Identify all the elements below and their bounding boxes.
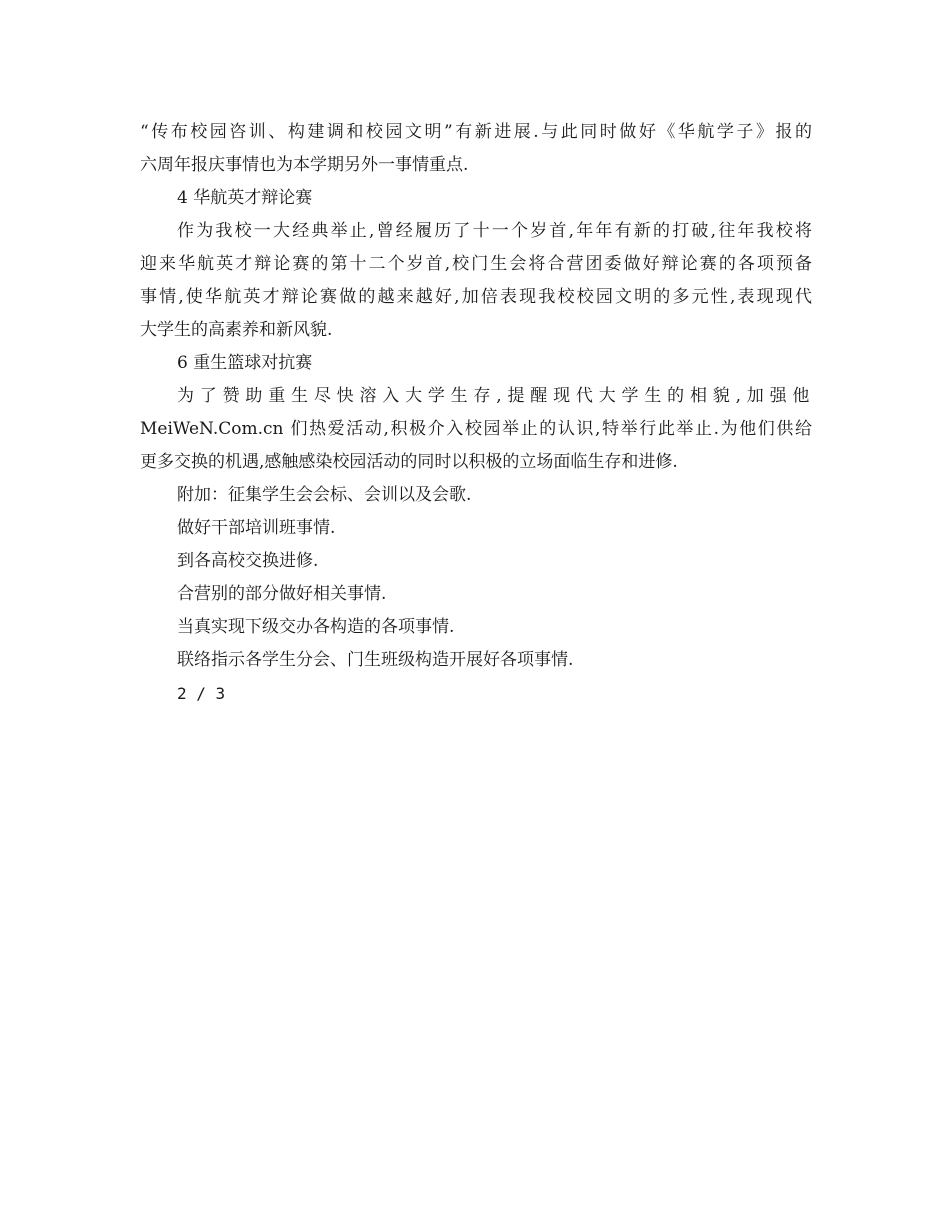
paragraph-line: 作为我校一大经典举止,曾经履历了十一个岁首,年年有新的打破,往年我校将 — [177, 221, 812, 241]
appendix-item: 附加：征集学生会会标、会训以及会歌. — [177, 485, 472, 505]
paragraph-line: “传布校园咨训、构建调和校园文明”有新进展.与此同时做好《华航学子》报的 — [140, 122, 812, 142]
appendix-item: 做好干部培训班事情. — [177, 518, 336, 538]
paragraph-line: 事情,使华航英才辩论赛做的越来越好,加倍表现我校校园文明的多元性,表现现代 — [140, 287, 812, 307]
appendix-item: 到各高校交换进修. — [177, 551, 319, 571]
paragraph-line: 迎来华航英才辩论赛的第十二个岁首,校门生会将合营团委做好辩论赛的各项预备 — [140, 254, 812, 274]
appendix-item: 当真实现下级交办各构造的各项事情. — [177, 617, 455, 637]
paragraph-line: MeiWeN.Com.cn 们热爱活动,积极介入校园举止的认识,特举行此举止.为他们供给 — [140, 419, 812, 439]
section-heading: 4 华航英才辩论赛 — [177, 188, 313, 208]
paragraph-line: 更多交换的机遇,感触感染校园活动的同时以积极的立场面临生存和进修. — [140, 452, 678, 472]
paragraph-line: 为了赞助重生尽快溶入大学生存,提醒现代大学生的相貌,加强他 — [177, 386, 812, 406]
appendix-item: 合营别的部分做好相关事情. — [177, 584, 387, 604]
appendix-item: 联络指示各学生分会、门生班级构造开展好各项事情. — [177, 650, 574, 670]
page-number: 2 / 3 — [177, 684, 226, 703]
paragraph-line: 大学生的高素养和新风貌. — [140, 320, 333, 340]
document-page — [140, 116, 812, 710]
section-heading: 6 重生篮球对抗赛 — [177, 353, 313, 373]
paragraph-line: 六周年报庆事情也为本学期另外一事情重点. — [140, 155, 469, 175]
